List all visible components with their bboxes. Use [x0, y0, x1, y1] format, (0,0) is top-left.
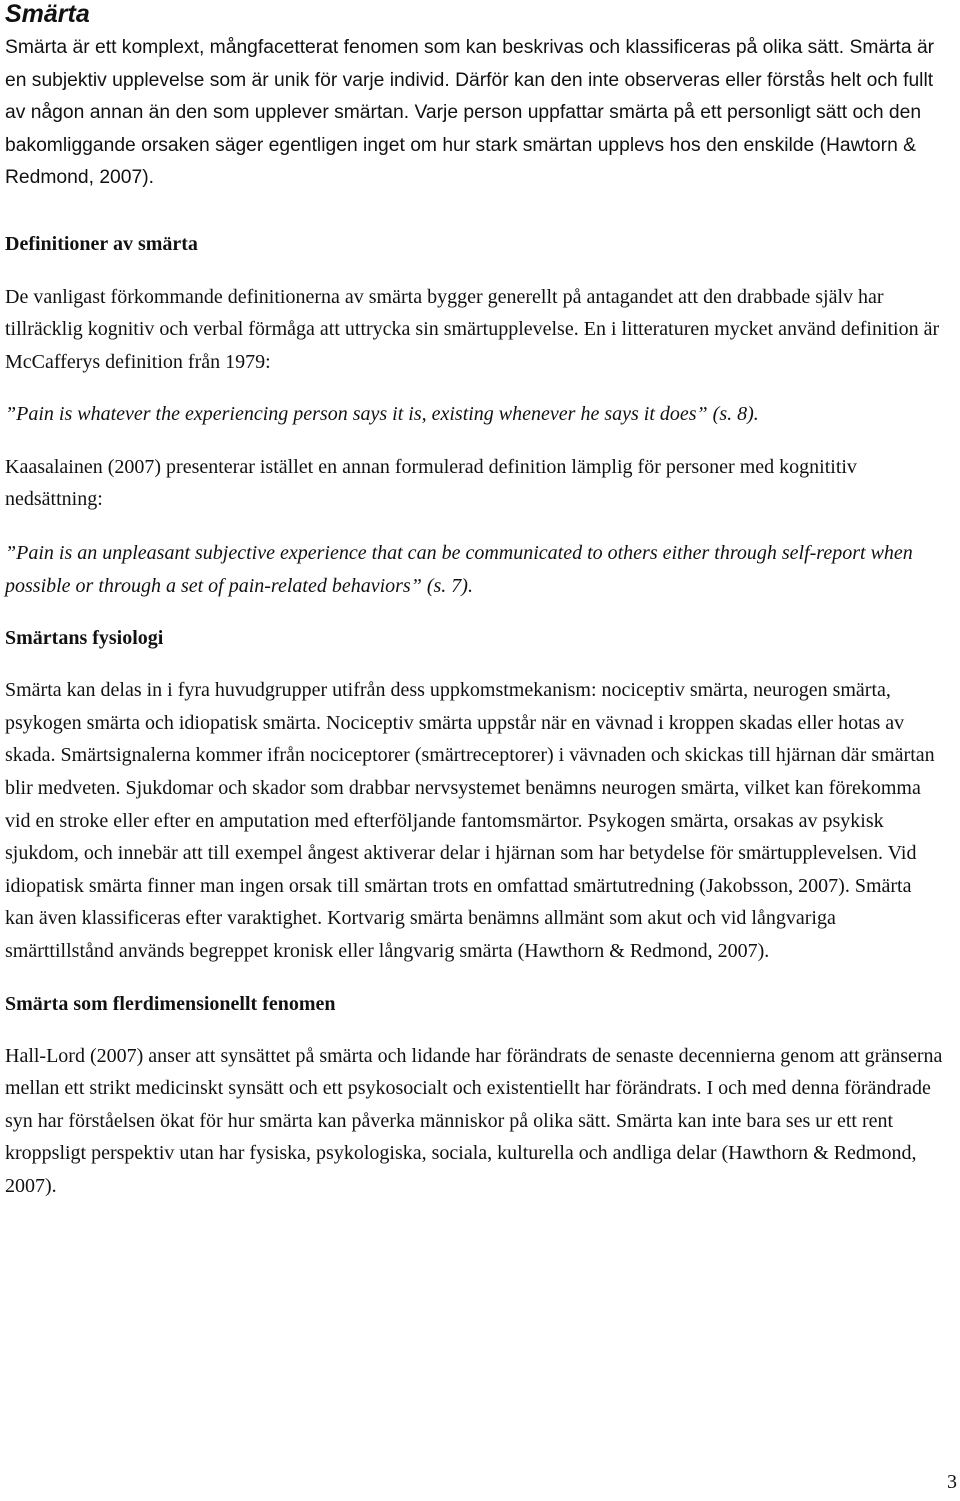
- document-page: [5, 0, 943, 1203]
- multidimensional-paragraph: Hall-Lord (2007) anser att synsättet på smärta och lidande har förändrats de senaste decennierna genom att gränserna mellan ett strikt medicinskt synsätt och ett psykosocialt och existentiellt har förändrats. I och med denna förändrade syn har förståelsen ökat för hur smärta kan påverka människor på olika sätt. Smärta kan inte bara ses ur ett rent kroppsligt perspektiv utan har fysiska, psykologiska, sociala, kulturella och andliga delar (Hawthorn & Redmond, 2007).: [5, 1044, 943, 1197]
- physiology-paragraph: Smärta kan delas in i fyra huvudgrupper utifrån dess uppkomstmekanism: nociceptiv smärta, neurogen smärta, psykogen smärta och idiopatisk smärta. Nociceptiv smärta uppstår när en vävnad i kroppen skadas eller hotas av skada. Smärtsignalerna kommer ifrån nociceptorer (smärtreceptorer) i vävnaden och skickas till hjärnan där smärtan blir medveten. Sjukdomar och skador som drabbar nervsystemet benämns neurogen smärta, vilket kan förekomma vid en stroke eller efter en amputation med efterföljande fantomsmärtor. Psykogen smärta, orsakas av psykisk sjukdom, och innebär att till exempel ångest aktiverar delar i hjärnan som har betydelse för smärtupplevelsen. Vid idiopatisk smärta finner man ingen orsak till smärtan trots en omfattad smärtutredning (Jakobsson, 2007). Smärta kan även klassificeras efter varaktighet. Kortvarig smärta benämns allmänt som akut och vid långvariga smärttillstånd används begreppet kronisk eller långvarig smärta (Hawthorn & Redmond, 2007).: [5, 679, 935, 962]
- section-heading-physiology: Smärtans fysiologi: [5, 627, 164, 650]
- section-heading-multidimensional: Smärta som flerdimensionellt fenomen: [5, 992, 336, 1015]
- document-title: Smärta: [5, 0, 90, 28]
- kaasalainen-paragraph: Kaasalainen (2007) presenterar istället en annan formulerad definition lämplig för personer med kognititiv nedsättning:: [5, 455, 857, 511]
- kaasalainen-quote: ”Pain is an unpleasant subjective experience that can be communicated to others either through self-report when possible or through a set of pain-related behaviors” (s. 7).: [5, 542, 913, 597]
- definitions-paragraph: De vanligast förkommande definitionerna av smärta bygger generellt på antagandet att den drabbade själv har tillräcklig kognitiv och verbal förmåga att uttrycka sin smärtupplevelse. En i litteraturen mycket använd definition är McCafferys definition från 1979:: [5, 285, 940, 373]
- page-number: 3: [947, 1471, 957, 1493]
- intro-paragraph: Smärta är ett komplext, mångfacetterat fenomen som kan beskrivas och klassificeras på olika sätt. Smärta är en subjektiv upplevelse som är unik för varje individ. Därför kan den inte observeras eller förstås helt och fullt av någon annan än den som upplever smärtan. Varje person uppfattar smärta på ett personligt sätt och den bakomliggande orsaken säger egentligen inget om hur stark smärtan upplevs hos den enskilde (Hawtorn & Redmond, 2007).: [5, 37, 935, 188]
- mccaffery-quote: ”Pain is whatever the experiencing person says it is, existing whenever he says it does” (s. 8).: [5, 403, 759, 426]
- section-heading-definitions: Definitioner av smärta: [5, 232, 198, 255]
